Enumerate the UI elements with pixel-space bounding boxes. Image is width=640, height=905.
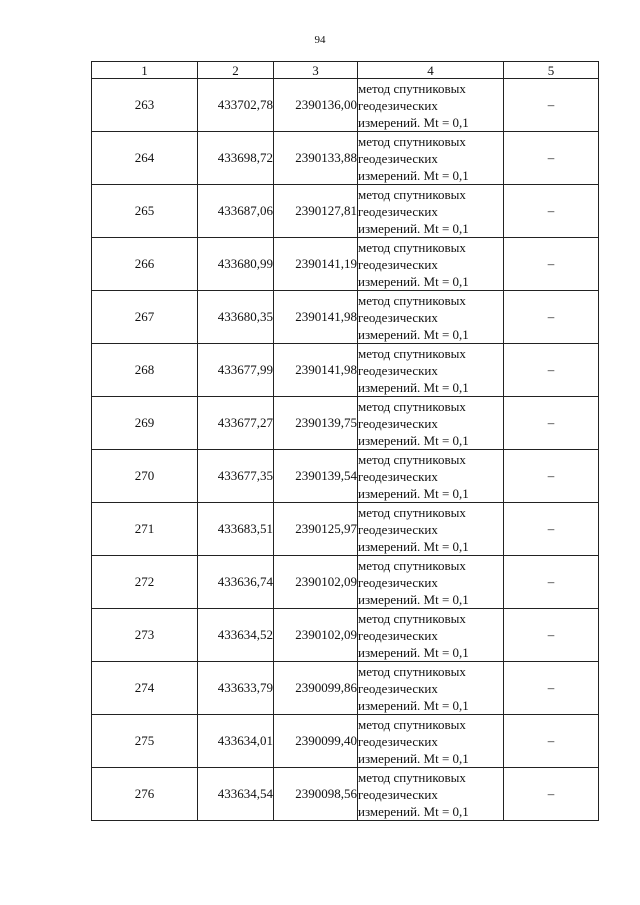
coordinate-y: 2390141,98 bbox=[274, 291, 358, 344]
coordinate-x: 433702,78 bbox=[198, 79, 274, 132]
table-row bbox=[92, 450, 599, 503]
page-number: 94 bbox=[314, 34, 326, 46]
method-line: метод спутниковых bbox=[358, 716, 466, 732]
coordinate-x: 433677,99 bbox=[198, 344, 274, 397]
point-number: 263 bbox=[92, 79, 198, 132]
method-line: метод спутниковых bbox=[358, 80, 466, 96]
coordinate-y: 2390102,09 bbox=[274, 556, 358, 609]
method-line: метод спутниковых bbox=[358, 451, 466, 467]
note-dash: – bbox=[504, 344, 599, 397]
method-line: геодезических bbox=[358, 150, 438, 166]
method-line: метод спутниковых bbox=[358, 610, 466, 626]
method-line: измерений. Mt = 0,1 bbox=[358, 750, 469, 766]
determination-method bbox=[358, 185, 504, 238]
coordinate-x: 433687,06 bbox=[198, 185, 274, 238]
table-row bbox=[92, 715, 599, 768]
point-number: 269 bbox=[92, 397, 198, 450]
method-line: измерений. Mt = 0,1 bbox=[358, 697, 469, 713]
coordinate-y: 2390133,88 bbox=[274, 132, 358, 185]
method-line: геодезических bbox=[358, 97, 438, 113]
determination-method bbox=[358, 768, 504, 821]
table-row bbox=[92, 556, 599, 609]
method-line: измерений. Mt = 0,1 bbox=[358, 644, 469, 660]
coordinate-y: 2390099,40 bbox=[274, 715, 358, 768]
method-line: метод спутниковых bbox=[358, 663, 466, 679]
method-line: метод спутниковых bbox=[358, 186, 466, 202]
note-dash: – bbox=[504, 185, 599, 238]
coordinate-x: 433634,01 bbox=[198, 715, 274, 768]
determination-method bbox=[358, 344, 504, 397]
method-line: геодезических bbox=[358, 362, 438, 378]
coordinate-y: 2390139,75 bbox=[274, 397, 358, 450]
point-number: 264 bbox=[92, 132, 198, 185]
method-line: геодезических bbox=[358, 574, 438, 590]
method-line: геодезических bbox=[358, 309, 438, 325]
method-line: метод спутниковых bbox=[358, 345, 466, 361]
point-number: 270 bbox=[92, 450, 198, 503]
coordinate-y: 2390127,81 bbox=[274, 185, 358, 238]
coordinates-table bbox=[91, 61, 599, 821]
determination-method bbox=[358, 609, 504, 662]
table-row bbox=[92, 768, 599, 821]
coordinate-x: 433677,35 bbox=[198, 450, 274, 503]
coordinate-x: 433698,72 bbox=[198, 132, 274, 185]
coordinate-y: 2390099,86 bbox=[274, 662, 358, 715]
coordinate-x: 433677,27 bbox=[198, 397, 274, 450]
coordinate-x: 433636,74 bbox=[198, 556, 274, 609]
determination-method bbox=[358, 715, 504, 768]
note-dash: – bbox=[504, 715, 599, 768]
table-row bbox=[92, 291, 599, 344]
method-line: измерений. Mt = 0,1 bbox=[358, 591, 469, 607]
note-dash: – bbox=[504, 291, 599, 344]
determination-method bbox=[358, 397, 504, 450]
method-line: геодезических bbox=[358, 203, 438, 219]
point-number: 275 bbox=[92, 715, 198, 768]
column-header: 5 bbox=[504, 62, 599, 79]
method-line: измерений. Mt = 0,1 bbox=[358, 485, 469, 501]
determination-method bbox=[358, 79, 504, 132]
point-number: 271 bbox=[92, 503, 198, 556]
point-number: 265 bbox=[92, 185, 198, 238]
table-header-row bbox=[92, 62, 599, 79]
coordinate-y: 2390098,56 bbox=[274, 768, 358, 821]
method-line: измерений. Mt = 0,1 bbox=[358, 803, 469, 819]
method-line: геодезических bbox=[358, 680, 438, 696]
coordinate-y: 2390139,54 bbox=[274, 450, 358, 503]
method-line: измерений. Mt = 0,1 bbox=[358, 114, 469, 130]
method-line: геодезических bbox=[358, 468, 438, 484]
table-body bbox=[92, 79, 599, 821]
method-line: метод спутниковых bbox=[358, 239, 466, 255]
determination-method bbox=[358, 238, 504, 291]
method-line: измерений. Mt = 0,1 bbox=[358, 538, 469, 554]
coordinate-y: 2390136,00 bbox=[274, 79, 358, 132]
method-line: метод спутниковых bbox=[358, 504, 466, 520]
method-line: измерений. Mt = 0,1 bbox=[358, 273, 469, 289]
determination-method bbox=[358, 662, 504, 715]
method-line: метод спутниковых bbox=[358, 398, 466, 414]
method-line: геодезических bbox=[358, 256, 438, 272]
coordinate-x: 433634,52 bbox=[198, 609, 274, 662]
point-number: 267 bbox=[92, 291, 198, 344]
point-number: 276 bbox=[92, 768, 198, 821]
table-row bbox=[92, 609, 599, 662]
determination-method bbox=[358, 132, 504, 185]
method-line: измерений. Mt = 0,1 bbox=[358, 379, 469, 395]
table-row bbox=[92, 344, 599, 397]
note-dash: – bbox=[504, 79, 599, 132]
column-header: 2 bbox=[198, 62, 274, 79]
point-number: 266 bbox=[92, 238, 198, 291]
note-dash: – bbox=[504, 450, 599, 503]
note-dash: – bbox=[504, 609, 599, 662]
method-line: измерений. Mt = 0,1 bbox=[358, 167, 469, 183]
point-number: 272 bbox=[92, 556, 198, 609]
method-line: геодезических bbox=[358, 786, 438, 802]
note-dash: – bbox=[504, 132, 599, 185]
table-row bbox=[92, 79, 599, 132]
coordinate-y: 2390125,97 bbox=[274, 503, 358, 556]
method-line: геодезических bbox=[358, 733, 438, 749]
method-line: метод спутниковых bbox=[358, 557, 466, 573]
determination-method bbox=[358, 556, 504, 609]
coordinate-x: 433634,54 bbox=[198, 768, 274, 821]
method-line: геодезических bbox=[358, 415, 438, 431]
coordinate-x: 433633,79 bbox=[198, 662, 274, 715]
method-line: метод спутниковых bbox=[358, 133, 466, 149]
column-header: 4 bbox=[358, 62, 504, 79]
column-header: 3 bbox=[274, 62, 358, 79]
note-dash: – bbox=[504, 662, 599, 715]
note-dash: – bbox=[504, 556, 599, 609]
coordinate-x: 433680,99 bbox=[198, 238, 274, 291]
table-row bbox=[92, 185, 599, 238]
note-dash: – bbox=[504, 768, 599, 821]
table-row bbox=[92, 238, 599, 291]
coordinate-y: 2390141,19 bbox=[274, 238, 358, 291]
table-row bbox=[92, 503, 599, 556]
coordinate-y: 2390141,98 bbox=[274, 344, 358, 397]
determination-method bbox=[358, 291, 504, 344]
coordinate-x: 433680,35 bbox=[198, 291, 274, 344]
note-dash: – bbox=[504, 397, 599, 450]
method-line: метод спутниковых bbox=[358, 769, 466, 785]
coordinate-x: 433683,51 bbox=[198, 503, 274, 556]
method-line: измерений. Mt = 0,1 bbox=[358, 326, 469, 342]
column-header: 1 bbox=[92, 62, 198, 79]
note-dash: – bbox=[504, 503, 599, 556]
table-row bbox=[92, 397, 599, 450]
point-number: 268 bbox=[92, 344, 198, 397]
table-row bbox=[92, 662, 599, 715]
point-number: 274 bbox=[92, 662, 198, 715]
method-line: метод спутниковых bbox=[358, 292, 466, 308]
point-number: 273 bbox=[92, 609, 198, 662]
note-dash: – bbox=[504, 238, 599, 291]
determination-method bbox=[358, 450, 504, 503]
method-line: измерений. Mt = 0,1 bbox=[358, 432, 469, 448]
determination-method bbox=[358, 503, 504, 556]
method-line: геодезических bbox=[358, 627, 438, 643]
table-row bbox=[92, 132, 599, 185]
coordinate-y: 2390102,09 bbox=[274, 609, 358, 662]
method-line: геодезических bbox=[358, 521, 438, 537]
method-line: измерений. Mt = 0,1 bbox=[358, 220, 469, 236]
